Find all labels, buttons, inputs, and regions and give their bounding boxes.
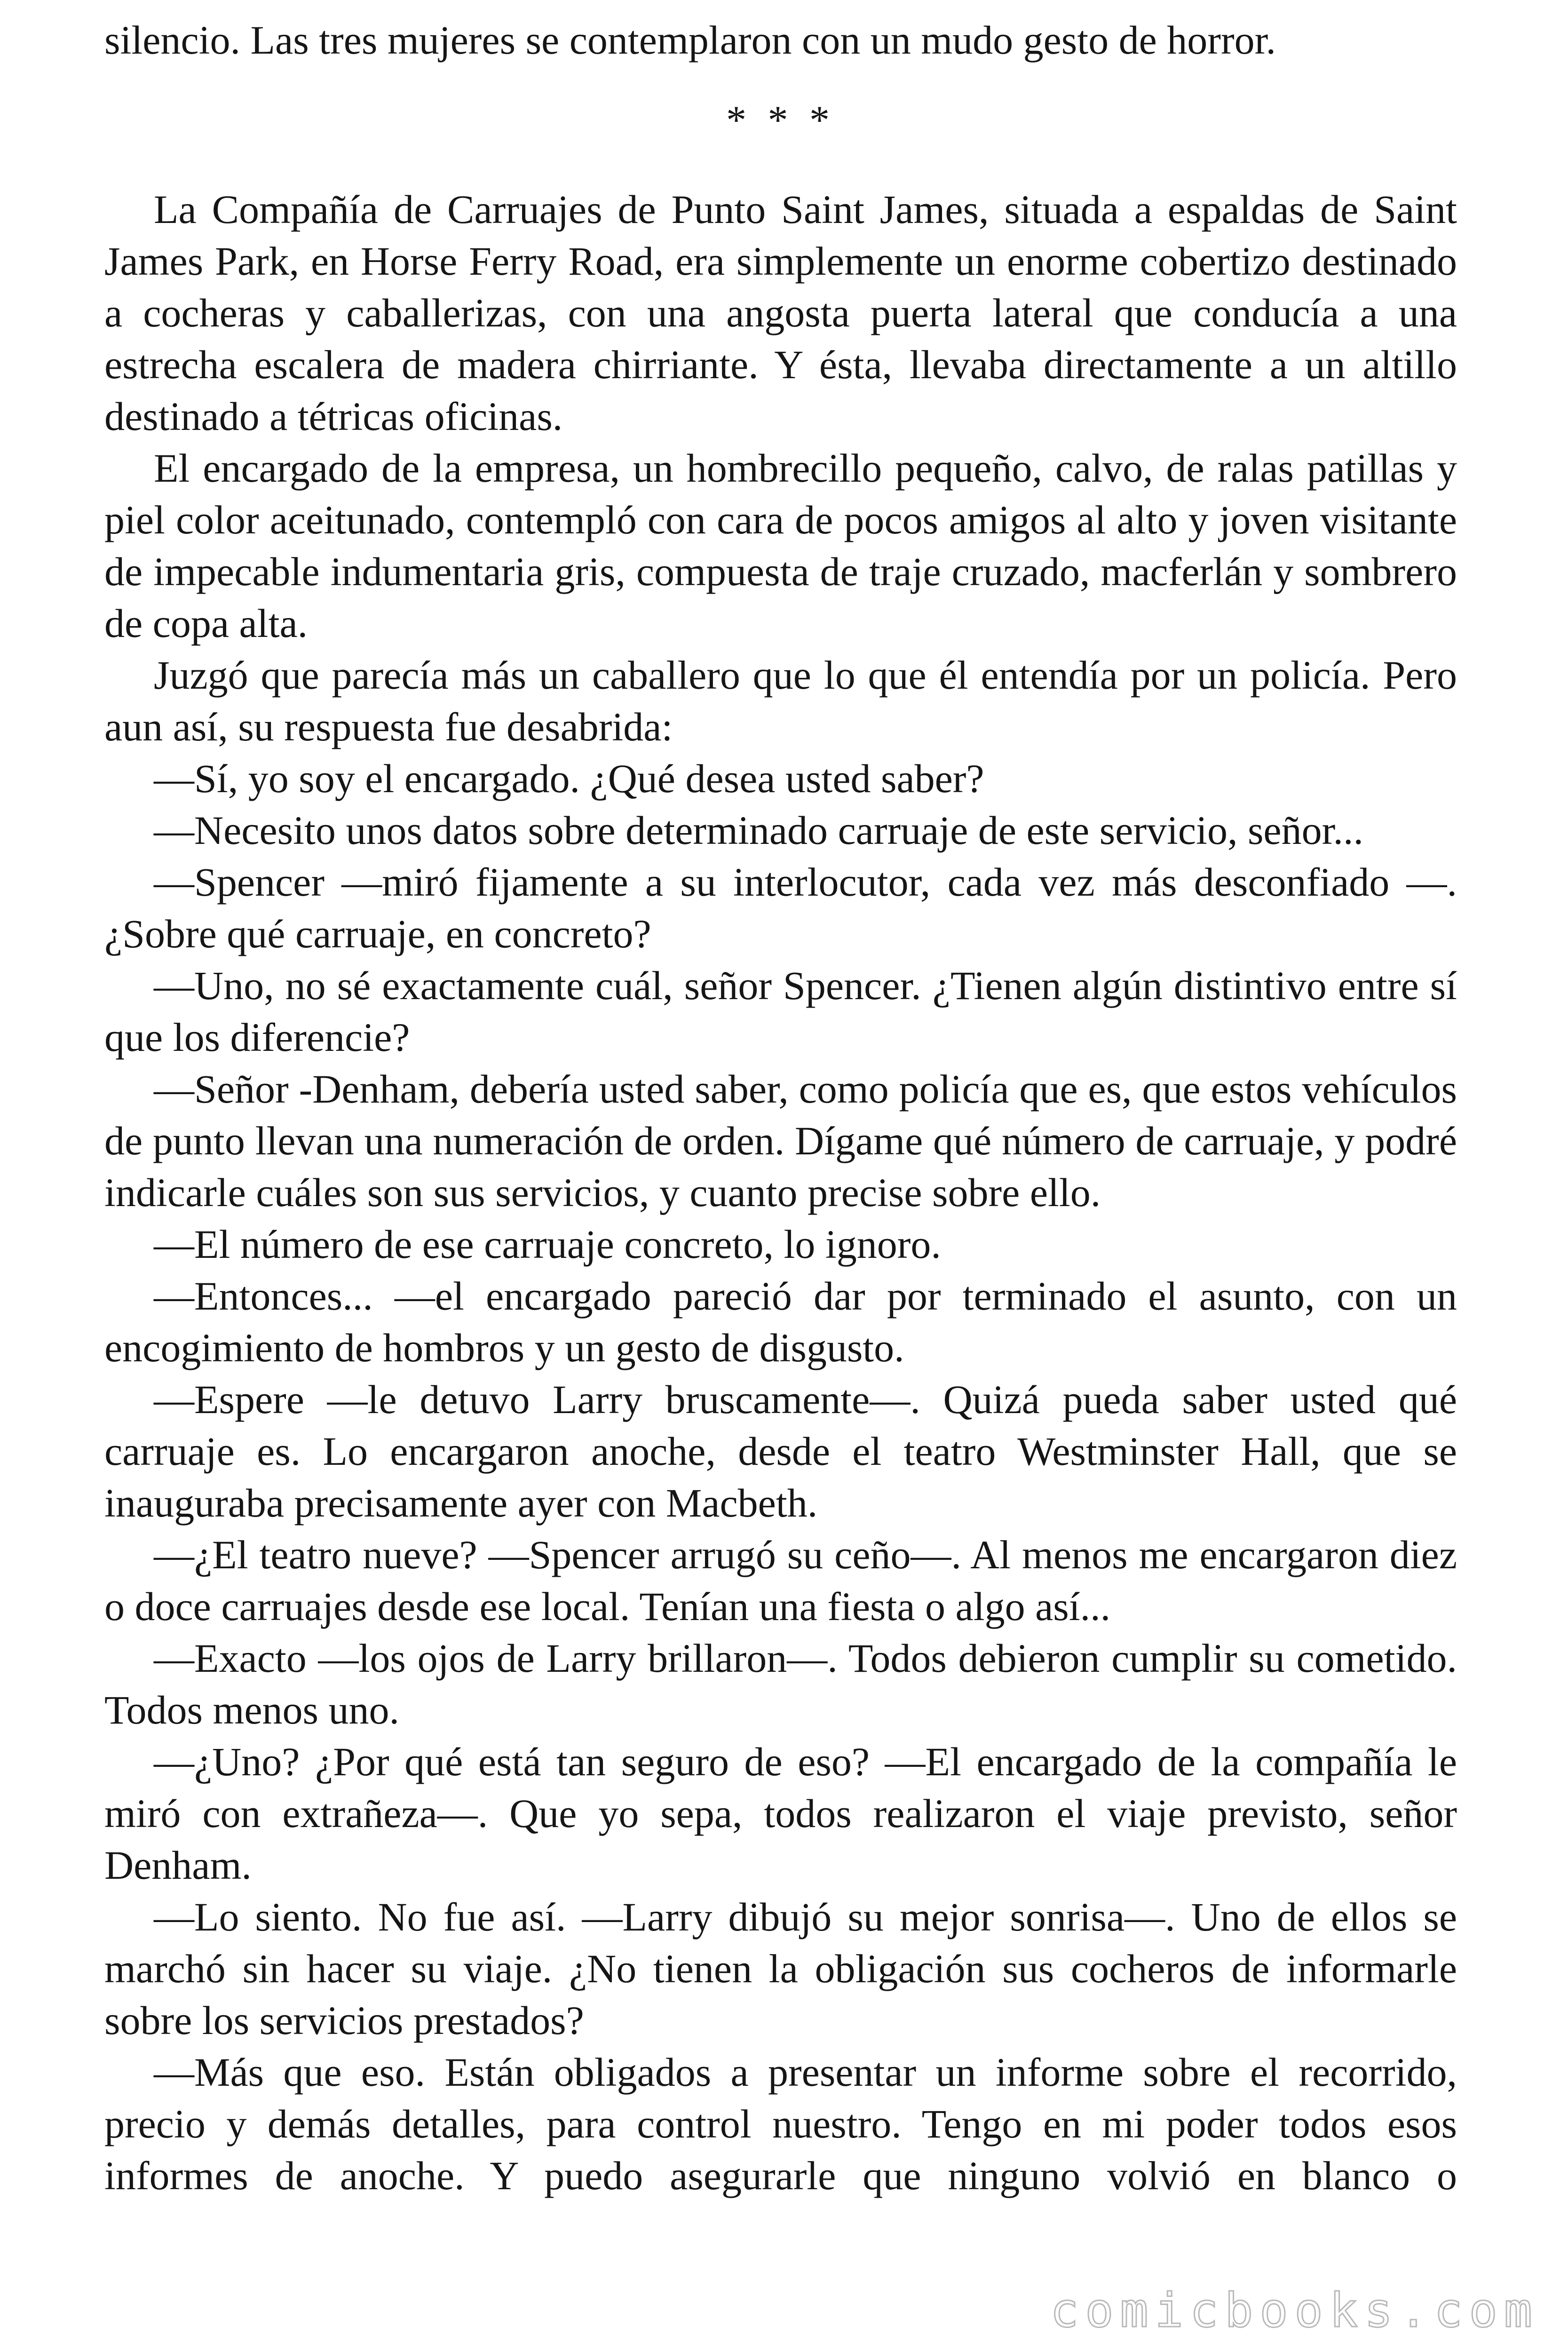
paragraph-continuation: silencio. Las tres mujeres se contemplaron con un mudo gesto de horror. <box>104 17 1276 63</box>
paragraph: La Compañía de Carruajes de Punto Saint James, situada a espaldas de Saint James Park, en Horse Ferry Road, era simplemente un enorme cobertizo destinado a cocheras y caballerizas, con una angosta puerta lateral que conducía a una estrecha escalera de madera chirriante. Y ésta, llevaba directamente a un altillo destinado a tétricas oficinas. <box>104 187 1457 439</box>
dialogue-line: —Sí, yo soy el encargado. ¿Qué desea usted saber? <box>154 756 984 801</box>
dialogue-line: —Spencer —miró fijamente a su interlocutor, cada vez más desconfiado —. ¿Sobre qué carruaje, en concreto? <box>104 859 1457 956</box>
dialogue-line: —¿El teatro nueve? —Spencer arrugó su ceño—. Al menos me encargaron diez o doce carruajes desde ese local. Tenían una fiesta o algo así... <box>104 1532 1457 1629</box>
dialogue-line: —Necesito unos datos sobre determinado carruaje de este servicio, señor... <box>154 808 1363 853</box>
dialogue-line: —¿Uno? ¿Por qué está tan seguro de eso? —El encargado de la compañía le miró con extrañeza—. Que yo sepa, todos realizaron el viaje previsto, señor Denham. <box>104 1739 1457 1888</box>
dialogue-line: —Entonces... —el encargado pareció dar por terminado el asunto, con un encogimiento de hombros y un gesto de disgusto. <box>104 1273 1457 1370</box>
dialogue-line: —Señor -Denham, debería usted saber, como policía que es, que estos vehículos de punto llevan una numeración de orden. Dígame qué número de carruaje, y podré indicarle cuáles son sus servicios, y cuanto precise sobre ello. <box>104 1066 1457 1215</box>
dialogue-line: —Espere —le detuvo Larry bruscamente—. Quizá pueda saber usted qué carruaje es. Lo encargaron anoche, desde el teatro Westminster Hall, que se inauguraba precisamente ayer con Macbeth. <box>104 1377 1457 1526</box>
dialogue-line: —Uno, no sé exactamente cuál, señor Spencer. ¿Tienen algún distintivo entre sí que los diferencie? <box>104 963 1457 1060</box>
paragraph: Juzgó que parecía más un caballero que lo que él entendía por un policía. Pero aun así, su respuesta fue desabrida: <box>104 652 1457 749</box>
paragraph: El encargado de la empresa, un hombrecillo pequeño, calvo, de ralas patillas y piel color aceitunado, contempló con cara de pocos amigos al alto y joven visitante de impecable indumentaria gris, compuesta de traje cruzado, macferlán y sombrero de copa alta. <box>104 445 1457 646</box>
watermark-logo: comicbooks.com <box>1050 2283 1539 2338</box>
dialogue-line: —Exacto —los ojos de Larry brillaron—. Todos debieron cumplir su cometido. Todos menos uno. <box>104 1636 1457 1732</box>
page-text <box>104 14 1457 2201</box>
section-separator: * * * <box>726 97 835 143</box>
dialogue-line: —Más que eso. Están obligados a presentar un informe sobre el recorrido, precio y demás detalles, para control nuestro. Tengo en mi poder todos esos informes de anoche. Y puedo asegurarle que ninguno volvió en blanco o <box>104 2050 1457 2198</box>
dialogue-line: —El número de ese carruaje concreto, lo ignoro. <box>154 1222 941 1267</box>
dialogue-line: —Lo siento. No fue así. —Larry dibujó su mejor sonrisa—. Uno de ellos se marchó sin hacer su viaje. ¿No tienen la obligación sus cocheros de informarle sobre los servicios prestados? <box>104 1894 1457 2043</box>
